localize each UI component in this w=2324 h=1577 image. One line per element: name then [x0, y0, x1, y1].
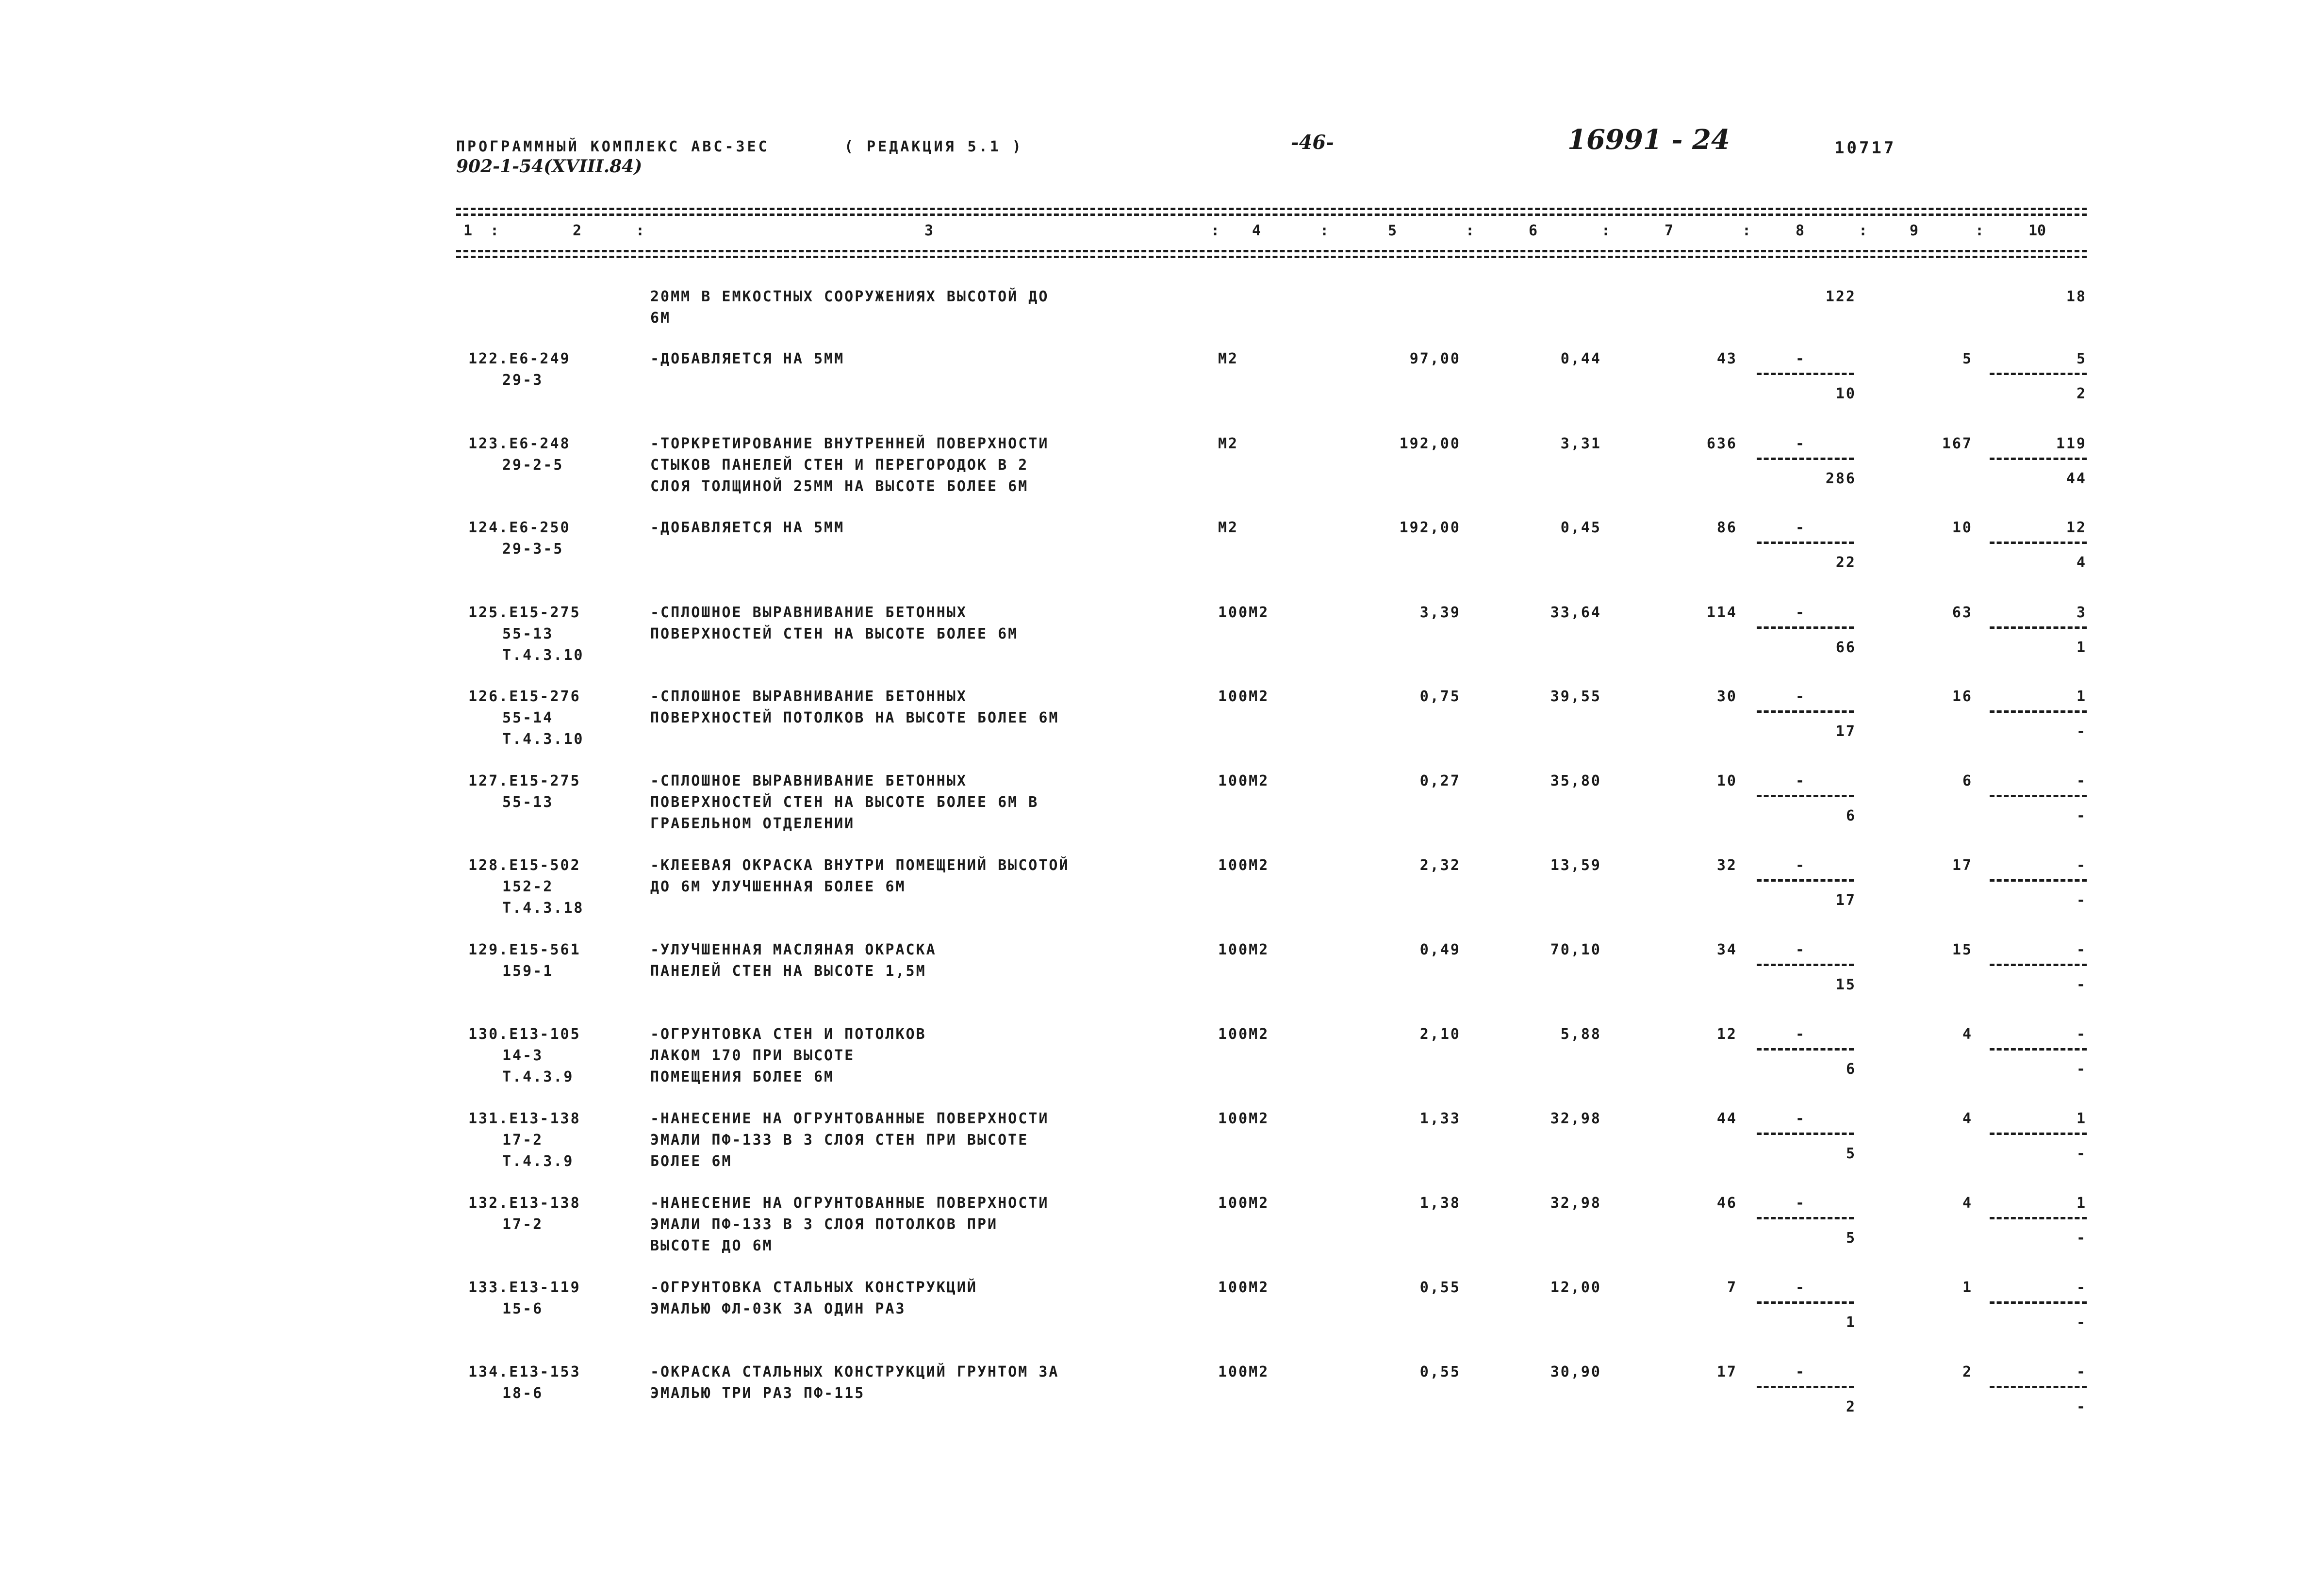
- col10-bottom-value: 1: [2076, 639, 2087, 656]
- col10-bottom-value: 2: [2076, 385, 2087, 402]
- col7-value: 43: [1716, 350, 1737, 367]
- col10-fraction-line: [1990, 710, 2087, 713]
- col7-value: 7: [1727, 1279, 1737, 1296]
- col8-bottom-value: 5: [1846, 1230, 1856, 1247]
- column-separator: :: [1320, 222, 1329, 239]
- row-code: 129.Е15-561: [468, 941, 581, 958]
- col7-value: 32: [1716, 857, 1737, 874]
- col10-fraction-line: [1990, 879, 2087, 882]
- price-value: 35,80: [1550, 772, 1601, 789]
- description-line: -СПЛОШНОЕ ВЫРАВНИВАНИЕ БЕТОННЫХ: [650, 772, 967, 789]
- col9-value: 15: [1952, 941, 1973, 958]
- unit-value: 100М2: [1218, 1110, 1269, 1127]
- column-header-10: 10: [2028, 222, 2046, 239]
- col8-bottom-value: 6: [1846, 807, 1856, 824]
- project-handwritten: 902-1-54(XVIII.84): [456, 156, 643, 177]
- description-line: -ОГРУНТОВКА СТАЛЬНЫХ КОНСТРУКЦИЙ: [650, 1279, 977, 1296]
- quantity-value: 192,00: [1399, 435, 1461, 452]
- col9-value: 10: [1952, 519, 1973, 536]
- col10-bottom-value: -: [2076, 807, 2087, 824]
- price-value: 33,64: [1550, 604, 1601, 621]
- row-code-sub: Т.4.3.10: [502, 731, 584, 748]
- col7-value: 46: [1716, 1195, 1737, 1212]
- col7-value: 30: [1716, 688, 1737, 705]
- column-header-4: 4: [1252, 222, 1261, 239]
- column-header-2: 2: [573, 222, 582, 239]
- col9-value: 167: [1942, 435, 1973, 452]
- col10-top-value: 1: [2076, 688, 2087, 705]
- price-value: 39,55: [1550, 688, 1601, 705]
- unit-value: 100М2: [1218, 604, 1269, 621]
- description-line: ПОВЕРХНОСТЕЙ СТЕН НА ВЫСОТЕ БОЛЕЕ 6М В: [650, 794, 1039, 811]
- description-line: -ОГРУНТОВКА СТЕН И ПОТОЛКОВ: [650, 1026, 926, 1043]
- col8-top-value: -: [1796, 1026, 1806, 1043]
- row-code: 126.Е15-276: [468, 688, 581, 705]
- description-line: СЛОЯ ТОЛЩИНОЙ 25ММ НА ВЫСОТЕ БОЛЕЕ 6М: [650, 478, 1029, 495]
- col8-fraction-line: [1757, 373, 1854, 375]
- col8-bottom-value: 5: [1846, 1145, 1856, 1162]
- col8-fraction-line: [1757, 1048, 1854, 1051]
- column-header-9: 9: [1910, 222, 1919, 239]
- col8-value: 122: [1825, 288, 1856, 305]
- header-rule-top: [456, 208, 2087, 210]
- col10-fraction-line: [1990, 1048, 2087, 1051]
- unit-value: М2: [1218, 350, 1239, 367]
- price-value: 0,45: [1560, 519, 1601, 536]
- col8-fraction-line: [1757, 795, 1854, 797]
- col7-value: 12: [1716, 1026, 1737, 1043]
- column-header-7: 7: [1665, 222, 1674, 239]
- col8-fraction-line: [1757, 1217, 1854, 1219]
- column-separator: :: [1211, 222, 1220, 239]
- description-line: ЭМАЛЬЮ ТРИ РАЗ ПФ-115: [650, 1385, 865, 1402]
- column-separator: :: [1975, 222, 1984, 239]
- col10-fraction-line: [1990, 542, 2087, 544]
- col10-bottom-value: -: [2076, 1398, 2087, 1415]
- col10-bottom-value: -: [2076, 1230, 2087, 1247]
- col8-top-value: -: [1796, 857, 1806, 874]
- col9-value: 5: [1962, 350, 1973, 367]
- col8-top-value: -: [1796, 519, 1806, 536]
- unit-value: 100М2: [1218, 1279, 1269, 1296]
- description-line: -КЛЕЕВАЯ ОКРАСКА ВНУТРИ ПОМЕЩЕНИЙ ВЫСОТОЙ: [650, 857, 1070, 874]
- row-code-sub: 14-3: [502, 1047, 544, 1064]
- col7-value: 44: [1716, 1110, 1737, 1127]
- col10-top-value: -: [2076, 941, 2087, 958]
- price-value: 12,00: [1550, 1279, 1601, 1296]
- col8-top-value: -: [1796, 1195, 1806, 1212]
- col7-value: 86: [1716, 519, 1737, 536]
- quantity-value: 0,49: [1419, 941, 1461, 958]
- col8-top-value: -: [1796, 350, 1806, 367]
- col8-top-value: -: [1796, 941, 1806, 958]
- col9-value: 63: [1952, 604, 1973, 621]
- row-code: 131.Е13-138: [468, 1110, 581, 1127]
- description-line: БОЛЕЕ 6М: [650, 1153, 732, 1170]
- description-line: ЭМАЛИ ПФ-133 В 3 СЛОЯ ПОТОЛКОВ ПРИ: [650, 1216, 998, 1233]
- column-separator: :: [636, 222, 645, 239]
- description-line: 20ММ В ЕМКОСТНЫХ СООРУЖЕНИЯХ ВЫСОТОЙ ДО: [650, 288, 1049, 305]
- column-separator: :: [1601, 222, 1611, 239]
- col10-fraction-line: [1990, 626, 2087, 629]
- row-code-sub: 15-6: [502, 1300, 544, 1317]
- row-code: 134.Е13-153: [468, 1363, 581, 1380]
- col7-value: 10: [1716, 772, 1737, 789]
- col10-bottom-value: -: [2076, 1061, 2087, 1078]
- column-header-3: 3: [924, 222, 934, 239]
- quantity-value: 0,55: [1419, 1279, 1461, 1296]
- quantity-value: 1,33: [1419, 1110, 1461, 1127]
- row-code: 130.Е13-105: [468, 1026, 581, 1043]
- col9-value: 4: [1962, 1026, 1973, 1043]
- col8-bottom-value: 22: [1835, 554, 1856, 571]
- col8-top-value: -: [1796, 1279, 1806, 1296]
- description-line: -НАНЕСЕНИЕ НА ОГРУНТОВАННЫЕ ПОВЕРХНОСТИ: [650, 1195, 1049, 1212]
- description-line: ЭМАЛЬЮ ФЛ-03К ЗА ОДИН РАЗ: [650, 1300, 906, 1317]
- col10-fraction-line: [1990, 373, 2087, 375]
- col10-fraction-line: [1990, 1386, 2087, 1388]
- col7-value: 34: [1716, 941, 1737, 958]
- row-code-sub: 55-13: [502, 794, 554, 811]
- row-code-sub: 152-2: [502, 878, 554, 895]
- row-code-sub: Т.4.3.9: [502, 1153, 574, 1170]
- col10-top-value: -: [2076, 857, 2087, 874]
- unit-value: 100М2: [1218, 772, 1269, 789]
- row-code: 133.Е13-119: [468, 1279, 581, 1296]
- code-handwritten: 16991 - 24: [1567, 124, 1730, 156]
- col8-bottom-value: 10: [1835, 385, 1856, 402]
- col8-bottom-value: 66: [1835, 639, 1856, 656]
- col8-top-value: -: [1796, 772, 1806, 789]
- description-line: -ТОРКРЕТИРОВАНИЕ ВНУТРЕННЕЙ ПОВЕРХНОСТИ: [650, 435, 1049, 452]
- quantity-value: 0,75: [1419, 688, 1461, 705]
- description-line: -УЛУЧШЕННАЯ МАСЛЯНАЯ ОКРАСКА: [650, 941, 937, 958]
- document-number: 10717: [1834, 138, 1896, 158]
- col7-value: 636: [1706, 435, 1737, 452]
- col8-bottom-value: 17: [1835, 723, 1856, 740]
- col9-value: 17: [1952, 857, 1973, 874]
- col10-top-value: 3: [2076, 604, 2087, 621]
- col8-bottom-value: 6: [1846, 1061, 1856, 1078]
- description-line: ЛАКОМ 170 ПРИ ВЫСОТЕ: [650, 1047, 855, 1064]
- price-value: 30,90: [1550, 1363, 1601, 1380]
- row-code: 125.Е15-275: [468, 604, 581, 621]
- header-rule-bottom: [456, 250, 2087, 252]
- col7-value: 114: [1706, 604, 1737, 621]
- header-rule-top2: [456, 214, 2087, 216]
- row-code: 127.Е15-275: [468, 772, 581, 789]
- row-code: 132.Е13-138: [468, 1195, 581, 1212]
- quantity-value: 1,38: [1419, 1195, 1461, 1212]
- unit-value: 100М2: [1218, 1363, 1269, 1380]
- row-code-sub: Т.4.3.9: [502, 1068, 574, 1085]
- column-separator: :: [1859, 222, 1868, 239]
- col8-fraction-line: [1757, 1301, 1854, 1304]
- column-header-1: 1: [463, 222, 473, 239]
- price-value: 32,98: [1550, 1195, 1601, 1212]
- col8-fraction-line: [1757, 879, 1854, 882]
- description-line: -ДОБАВЛЯЕТСЯ НА 5ММ: [650, 350, 845, 367]
- quantity-value: 97,00: [1409, 350, 1461, 367]
- col8-bottom-value: 1: [1846, 1314, 1856, 1331]
- quantity-value: 2,10: [1419, 1026, 1461, 1043]
- edition-label: ( РЕДАКЦИЯ 5.1 ): [844, 138, 1023, 155]
- unit-value: 100М2: [1218, 688, 1269, 705]
- col9-value: 1: [1962, 1279, 1973, 1296]
- unit-value: 100М2: [1218, 1026, 1269, 1043]
- col8-fraction-line: [1757, 626, 1854, 629]
- col8-fraction-line: [1757, 1133, 1854, 1135]
- col8-top-value: -: [1796, 688, 1806, 705]
- col10-fraction-line: [1990, 1301, 2087, 1304]
- column-header-6: 6: [1529, 222, 1538, 239]
- row-code-sub: 17-2: [502, 1216, 544, 1233]
- col8-fraction-line: [1757, 542, 1854, 544]
- unit-value: 100М2: [1218, 941, 1269, 958]
- program-title: ПРОГРАММНЫЙ КОМПЛЕКС АВС-3ЕС: [456, 138, 770, 155]
- col10-fraction-line: [1990, 458, 2087, 460]
- col10-fraction-line: [1990, 964, 2087, 966]
- col10-top-value: -: [2076, 1279, 2087, 1296]
- description-line: -СПЛОШНОЕ ВЫРАВНИВАНИЕ БЕТОННЫХ: [650, 604, 967, 621]
- col8-top-value: -: [1796, 1363, 1806, 1380]
- description-line: -СПЛОШНОЕ ВЫРАВНИВАНИЕ БЕТОННЫХ: [650, 688, 967, 705]
- price-value: 13,59: [1550, 857, 1601, 874]
- col10-bottom-value: -: [2076, 1314, 2087, 1331]
- row-code-sub: 29-3-5: [502, 541, 564, 558]
- unit-value: М2: [1218, 435, 1239, 452]
- col8-top-value: -: [1796, 435, 1806, 452]
- quantity-value: 3,39: [1419, 604, 1461, 621]
- column-separator: :: [1466, 222, 1475, 239]
- description-line: -ОКРАСКА СТАЛЬНЫХ КОНСТРУКЦИЙ ГРУНТОМ ЗА: [650, 1363, 1059, 1380]
- col8-top-value: -: [1796, 1110, 1806, 1127]
- col8-bottom-value: 286: [1825, 470, 1856, 487]
- col8-bottom-value: 17: [1835, 892, 1856, 909]
- row-code: 122.Е6-249: [468, 350, 571, 367]
- col8-fraction-line: [1757, 1386, 1854, 1388]
- row-code-sub: Т.4.3.10: [502, 647, 584, 664]
- price-value: 5,88: [1560, 1026, 1601, 1043]
- description-line: ПОМЕЩЕНИЯ БОЛЕЕ 6М: [650, 1068, 835, 1085]
- col8-top-value: -: [1796, 604, 1806, 621]
- col10-bottom-value: -: [2076, 892, 2087, 909]
- price-value: 32,98: [1550, 1110, 1601, 1127]
- col10-bottom-value: -: [2076, 723, 2087, 740]
- row-code-sub: 29-3: [502, 372, 544, 389]
- unit-value: 100М2: [1218, 1195, 1269, 1212]
- description-line: -НАНЕСЕНИЕ НА ОГРУНТОВАННЫЕ ПОВЕРХНОСТИ: [650, 1110, 1049, 1127]
- row-code-sub: 29-2-5: [502, 457, 564, 474]
- column-separator: :: [1742, 222, 1751, 239]
- col8-fraction-line: [1757, 458, 1854, 460]
- unit-value: М2: [1218, 519, 1239, 536]
- column-header-5: 5: [1388, 222, 1397, 239]
- quantity-value: 192,00: [1399, 519, 1461, 536]
- quantity-value: 0,27: [1419, 772, 1461, 789]
- description-line: ПОВЕРХНОСТЕЙ СТЕН НА ВЫСОТЕ БОЛЕЕ 6М: [650, 625, 1019, 642]
- col10-top-value: 1: [2076, 1110, 2087, 1127]
- col8-bottom-value: 2: [1846, 1398, 1856, 1415]
- price-value: 0,44: [1560, 350, 1601, 367]
- row-code-sub: 55-13: [502, 625, 554, 642]
- row-code-sub: 18-6: [502, 1385, 544, 1402]
- row-code-sub: 17-2: [502, 1132, 544, 1149]
- col9-value: 16: [1952, 688, 1973, 705]
- quantity-value: 2,32: [1419, 857, 1461, 874]
- col10-value: 18: [2066, 288, 2087, 305]
- row-code-sub: 159-1: [502, 963, 554, 980]
- col10-top-value: 12: [2066, 519, 2087, 536]
- row-code-sub: Т.4.3.18: [502, 900, 584, 917]
- col8-fraction-line: [1757, 710, 1854, 713]
- col9-value: 2: [1962, 1363, 1973, 1380]
- price-value: 3,31: [1560, 435, 1601, 452]
- header-rule-bottom2: [456, 256, 2087, 258]
- description-line: ЭМАЛИ ПФ-133 В 3 СЛОЯ СТЕН ПРИ ВЫСОТЕ: [650, 1132, 1029, 1149]
- description-line: -ДОБАВЛЯЕТСЯ НА 5ММ: [650, 519, 845, 536]
- col10-top-value: -: [2076, 1363, 2087, 1380]
- col10-top-value: -: [2076, 772, 2087, 789]
- col8-fraction-line: [1757, 964, 1854, 966]
- price-value: 70,10: [1550, 941, 1601, 958]
- unit-value: 100М2: [1218, 857, 1269, 874]
- col10-bottom-value: 44: [2066, 470, 2087, 487]
- description-line: ВЫСОТЕ ДО 6М: [650, 1237, 773, 1254]
- col7-value: 17: [1716, 1363, 1737, 1380]
- page-mark: -46-: [1291, 131, 1334, 154]
- description-line: СТЫКОВ ПАНЕЛЕЙ СТЕН И ПЕРЕГОРОДОК В 2: [650, 457, 1029, 474]
- description-line: 6М: [650, 310, 671, 327]
- description-line: ПОВЕРХНОСТЕЙ ПОТОЛКОВ НА ВЫСОТЕ БОЛЕЕ 6М: [650, 709, 1059, 726]
- col10-bottom-value: -: [2076, 976, 2087, 993]
- col10-top-value: 1: [2076, 1195, 2087, 1212]
- quantity-value: 0,55: [1419, 1363, 1461, 1380]
- col9-value: 6: [1962, 772, 1973, 789]
- col10-top-value: 5: [2076, 350, 2087, 367]
- col10-fraction-line: [1990, 795, 2087, 797]
- col10-top-value: -: [2076, 1026, 2087, 1043]
- col10-top-value: 119: [2056, 435, 2087, 452]
- row-code-sub: 55-14: [502, 709, 554, 726]
- description-line: ГРАБЕЛЬНОМ ОТДЕЛЕНИИ: [650, 815, 855, 832]
- row-code: 124.Е6-250: [468, 519, 571, 536]
- col9-value: 4: [1962, 1195, 1973, 1212]
- column-separator: :: [490, 222, 499, 239]
- description-line: ДО 6М УЛУЧШЕННАЯ БОЛЕЕ 6М: [650, 878, 906, 895]
- col10-fraction-line: [1990, 1133, 2087, 1135]
- column-header-8: 8: [1796, 222, 1805, 239]
- row-code: 128.Е15-502: [468, 857, 581, 874]
- description-line: ПАНЕЛЕЙ СТЕН НА ВЫСОТЕ 1,5М: [650, 963, 926, 980]
- col10-bottom-value: -: [2076, 1145, 2087, 1162]
- col10-bottom-value: 4: [2076, 554, 2087, 571]
- col8-bottom-value: 15: [1835, 976, 1856, 993]
- row-code: 123.Е6-248: [468, 435, 571, 452]
- col9-value: 4: [1962, 1110, 1973, 1127]
- col10-fraction-line: [1990, 1217, 2087, 1219]
